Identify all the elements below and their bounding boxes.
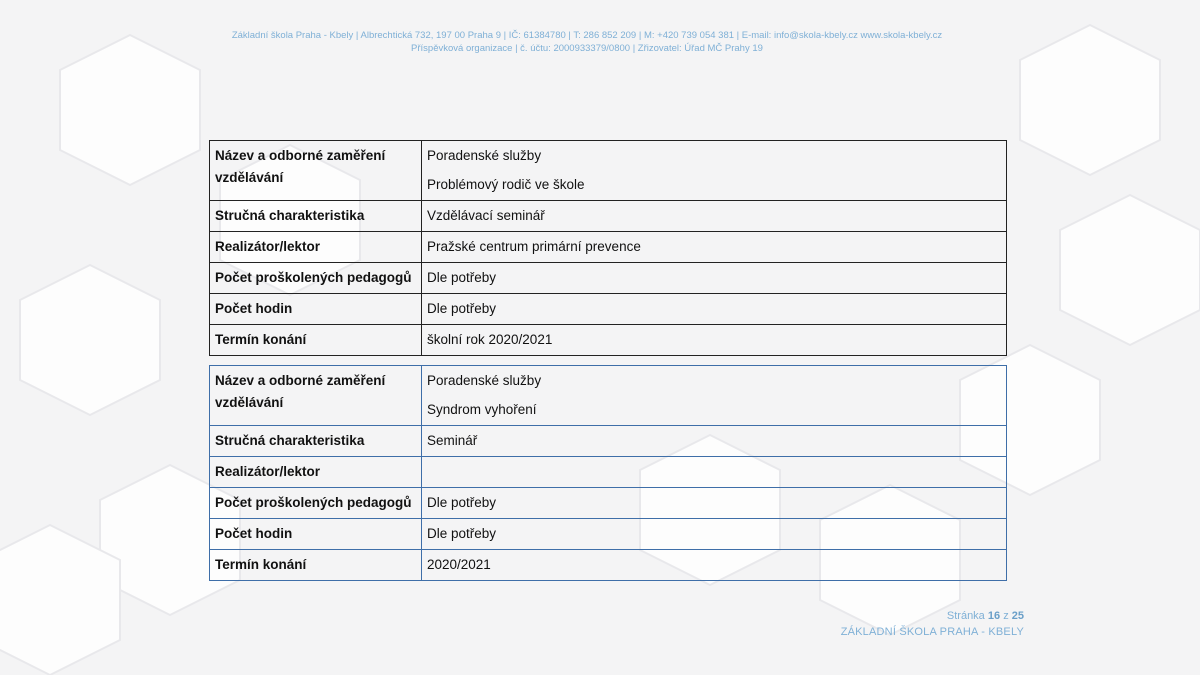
table-row <box>210 263 1007 294</box>
row-label: Název a odborné zaměření vzdělávání <box>210 141 422 201</box>
page-current: 16 <box>987 610 1001 622</box>
row-label: Realizátor/lektor <box>210 232 422 263</box>
table-row <box>210 550 1007 581</box>
row-value: Dle potřeby <box>422 488 1007 519</box>
table-row <box>210 457 1007 488</box>
table-row <box>210 141 1007 201</box>
row-label: Počet hodin <box>210 519 422 550</box>
row-label: Název a odborné zaměření vzdělávání <box>210 366 422 426</box>
training-table-2 <box>209 365 1007 581</box>
row-label: Počet hodin <box>210 294 422 325</box>
table-row <box>210 232 1007 263</box>
row-value: Dle potřeby <box>422 519 1007 550</box>
row-label: Termín konání <box>210 550 422 581</box>
footer-school-name: ZÁKLADNÍ ŠKOLA PRAHA - KBELY <box>840 626 1024 638</box>
row-value-line-2: Syndrom vyhoření <box>427 402 537 417</box>
row-value-line-1: Poradenské služby <box>427 373 542 388</box>
table-row <box>210 519 1007 550</box>
table-row <box>210 426 1007 457</box>
row-label: Realizátor/lektor <box>210 457 422 488</box>
row-value: Dle potřeby <box>422 263 1007 294</box>
row-label: Stručná charakteristika <box>210 426 422 457</box>
letterhead-line-2: Příspěvková organizace | č. účtu: 2000933379/0800 | Zřizovatel: Úřad MČ Prahy 19 <box>411 43 763 54</box>
table-row <box>210 201 1007 232</box>
page-word: Stránka <box>946 610 985 622</box>
row-label: Termín konání <box>210 325 422 356</box>
row-value <box>422 366 1007 426</box>
row-value-line-2: Problémový rodič ve škole <box>427 177 585 192</box>
row-value: školní rok 2020/2021 <box>422 325 1007 356</box>
row-label: Počet proškolených pedagogů <box>210 263 422 294</box>
row-value: Pražské centrum primární prevence <box>422 232 1007 263</box>
page-total: 25 <box>1011 610 1024 622</box>
row-value: Vzdělávací seminář <box>422 201 1007 232</box>
row-label: Stručná charakteristika <box>210 201 422 232</box>
row-label: Počet proškolených pedagogů <box>210 488 422 519</box>
table-row <box>210 366 1007 426</box>
row-value-line-1: Poradenské služby <box>427 148 542 163</box>
row-value <box>422 141 1007 201</box>
row-value: Dle potřeby <box>422 294 1007 325</box>
row-value <box>422 457 1007 488</box>
training-table-1 <box>209 140 1007 356</box>
page-of: z <box>1003 610 1009 622</box>
row-value: Seminář <box>422 426 1007 457</box>
table-row <box>210 325 1007 356</box>
row-value: 2020/2021 <box>422 550 1007 581</box>
page-number <box>947 610 1024 622</box>
letterhead-line-1: Základní škola Praha - Kbely | Albrechtická 732, 197 00 Praha 9 | IČ: 61384780 | T: 286 852 209 | M: +420 739 054 381 | E-mail: info@skola-kbely.cz www.skola-kbely.cz <box>231 30 943 41</box>
table-row <box>210 488 1007 519</box>
letterhead <box>0 29 1174 55</box>
table-row <box>210 294 1007 325</box>
